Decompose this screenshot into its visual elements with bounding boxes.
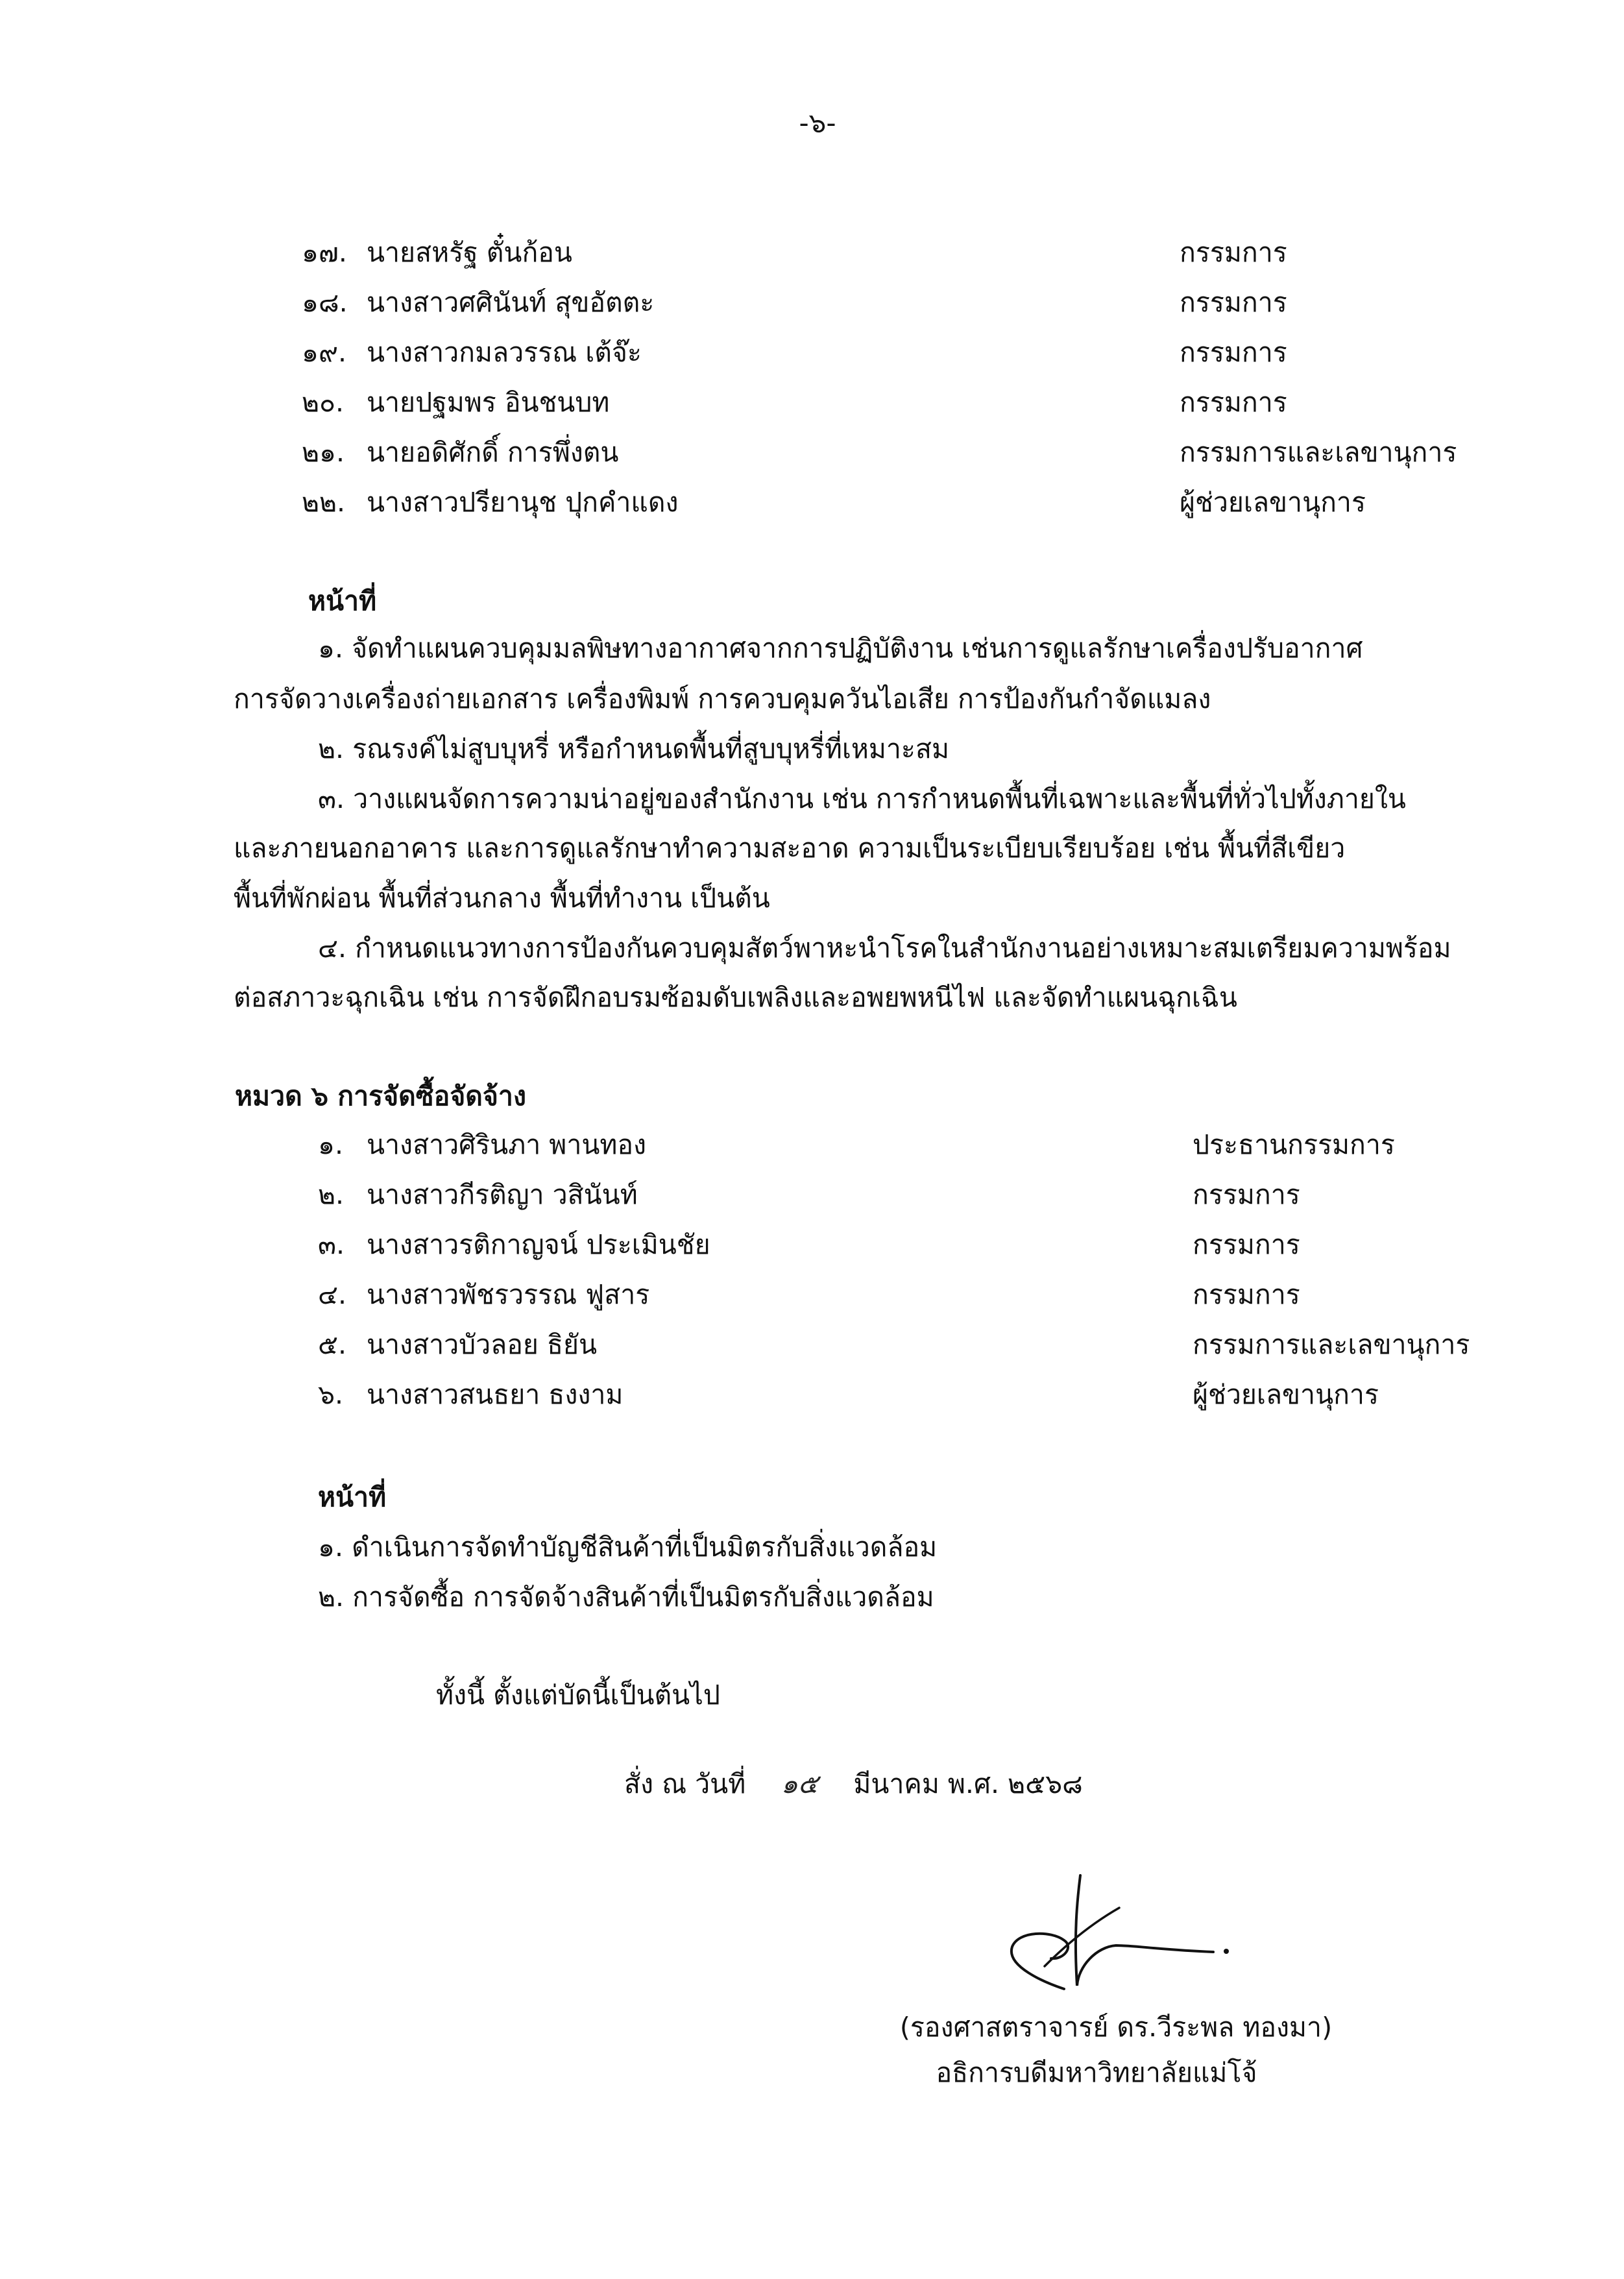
- member-role: กรรมการ: [1180, 287, 1287, 318]
- member-role: กรรมการและเลขานุการ: [1193, 1329, 1470, 1360]
- member-role: กรรมการ: [1193, 1229, 1300, 1260]
- member-number: ๑๗.: [302, 237, 347, 268]
- member-row: [0, 1229, 1624, 1274]
- member-name: นางสาวพัชรวรรณ ฟูสาร: [367, 1279, 650, 1310]
- member-row: [0, 1129, 1624, 1175]
- member-row: [0, 1179, 1624, 1225]
- member-role: ผู้ช่วยเลขานุการ: [1180, 487, 1366, 518]
- signatory-name: (รองศาสตราจารย์ ดร.วีระพล ทองมา): [899, 2012, 1333, 2043]
- order-date-prefix: สั่ง ณ วันที่: [624, 1768, 746, 1799]
- member-name: นางสาวปรียานุช ปุกคำแดง: [367, 487, 679, 518]
- duty-line: ต่อสภาวะฉุกเฉิน เช่น การจัดฝึกอบรมซ้อมดับเพลิงและอพยพหนีไฟ และจัดทำแผนฉุกเฉิน: [234, 982, 1237, 1013]
- member-row: [0, 1279, 1624, 1324]
- member-number: ๕.: [318, 1329, 347, 1360]
- member-name: นางสาวศศินันท์ สุขอัตตะ: [367, 287, 655, 318]
- duty-line: ๔. กำหนดแนวทางการป้องกันควบคุมสัตว์พาหะนำโรคในสำนักงานอย่างเหมาะสมเตรียมความพร้อม: [318, 932, 1451, 964]
- member-role: กรรมการ: [1180, 337, 1287, 368]
- section-6-heading: หมวด ๖ การจัดซื้อจัดจ้าง: [235, 1080, 526, 1112]
- signatory-title: อธิการบดีมหาวิทยาลัยแม่โจ้: [936, 2057, 1257, 2088]
- member-row: [0, 337, 1624, 382]
- member-name: นางสาวรติกาญจน์ ประเมินชัย: [367, 1229, 710, 1260]
- duty-line: พื้นที่พักผ่อน พื้นที่ส่วนกลาง พื้นที่ทำงาน เป็นต้น: [234, 883, 770, 914]
- member-number: ๒๑.: [302, 437, 345, 468]
- handwritten-signature: [967, 1869, 1252, 1992]
- order-date: [624, 1768, 1083, 1800]
- member-name: นางสาวสนธยา ธงงาม: [367, 1379, 624, 1410]
- duty-line: ๒. รณรงค์ไม่สูบบุหรี่ หรือกำหนดพื้นที่สูบบุหรี่ที่เหมาะสม: [318, 733, 950, 764]
- member-number: ๑.: [318, 1129, 344, 1160]
- member-row: [0, 1329, 1624, 1374]
- member-number: ๑๘.: [302, 287, 348, 318]
- duty-line: และภายนอกอาคาร และการดูแลรักษาทำความสะอาด ความเป็นระเบียบเรียบร้อย เช่น พื้นที่สีเขียว: [234, 833, 1346, 864]
- duty-line: ๑. จัดทำแผนควบคุมมลพิษทางอากาศจากการปฏิบัติงาน เช่นการดูแลรักษาเครื่องปรับอากาศ: [318, 633, 1363, 664]
- member-name: นายสหรัฐ ตั๋นก้อน: [367, 237, 572, 268]
- member-number: ๔.: [318, 1279, 347, 1310]
- section-6-duty-line: ๒. การจัดซื้อ การจัดจ้างสินค้าที่เป็นมิตรกับสิ่งแวดล้อม: [318, 1581, 934, 1613]
- member-number: ๑๙.: [302, 337, 347, 368]
- member-number: ๒.: [318, 1179, 345, 1210]
- member-name: นายปฐมพร อินชนบท: [367, 387, 610, 418]
- member-role: กรรมการและเลขานุการ: [1180, 437, 1457, 468]
- member-row: [0, 487, 1624, 532]
- duties-heading: หน้าที่: [308, 585, 377, 616]
- section-6-duties-heading: หน้าที่: [318, 1481, 387, 1513]
- page-number: -๖-: [799, 107, 836, 139]
- member-row: [0, 437, 1624, 482]
- member-name: นางสาวศิรินภา พานทอง: [367, 1129, 647, 1160]
- member-row: [0, 237, 1624, 282]
- order-date-rest: มีนาคม พ.ศ. ๒๕๖๘: [853, 1768, 1083, 1799]
- section-6-duty-line: ๑. ดำเนินการจัดทำบัญชีสินค้าที่เป็นมิตรกับสิ่งแวดล้อม: [318, 1531, 938, 1563]
- member-role: ประธานกรรมการ: [1193, 1129, 1395, 1160]
- member-name: นางสาวกมลวรรณ เต้จ๊ะ: [367, 337, 642, 368]
- member-number: ๖.: [318, 1379, 344, 1410]
- member-row: [0, 1379, 1624, 1424]
- member-row: [0, 387, 1624, 432]
- duty-line: การจัดวางเครื่องถ่ายเอกสาร เครื่องพิมพ์ การควบคุมควันไอเสีย การป้องกันกำจัดแมลง: [234, 683, 1211, 714]
- member-role: กรรมการ: [1193, 1179, 1300, 1210]
- closing-statement: ทั้งนี้ ตั้งแต่บัดนี้เป็นต้นไป: [436, 1679, 720, 1711]
- member-name: นางสาวกีรติญา วสินันท์: [367, 1179, 638, 1210]
- member-row: [0, 287, 1624, 332]
- member-number: ๒๒.: [302, 487, 346, 518]
- member-role: กรรมการ: [1180, 237, 1287, 268]
- member-number: ๓.: [318, 1229, 345, 1260]
- order-date-day: ๑๕: [781, 1768, 818, 1799]
- member-name: นายอดิศักดิ์ การพึ่งตน: [367, 437, 619, 468]
- member-role: กรรมการ: [1180, 387, 1287, 418]
- member-role: ผู้ช่วยเลขานุการ: [1193, 1379, 1379, 1410]
- duty-line: ๓. วางแผนจัดการความน่าอยู่ของสำนักงาน เช่น การกำหนดพื้นที่เฉพาะและพื้นที่ทั่วไปทั้งภายใน: [318, 783, 1406, 814]
- member-name: นางสาวบัวลอย ธิยัน: [367, 1329, 598, 1360]
- member-role: กรรมการ: [1193, 1279, 1300, 1310]
- member-number: ๒๐.: [302, 387, 345, 418]
